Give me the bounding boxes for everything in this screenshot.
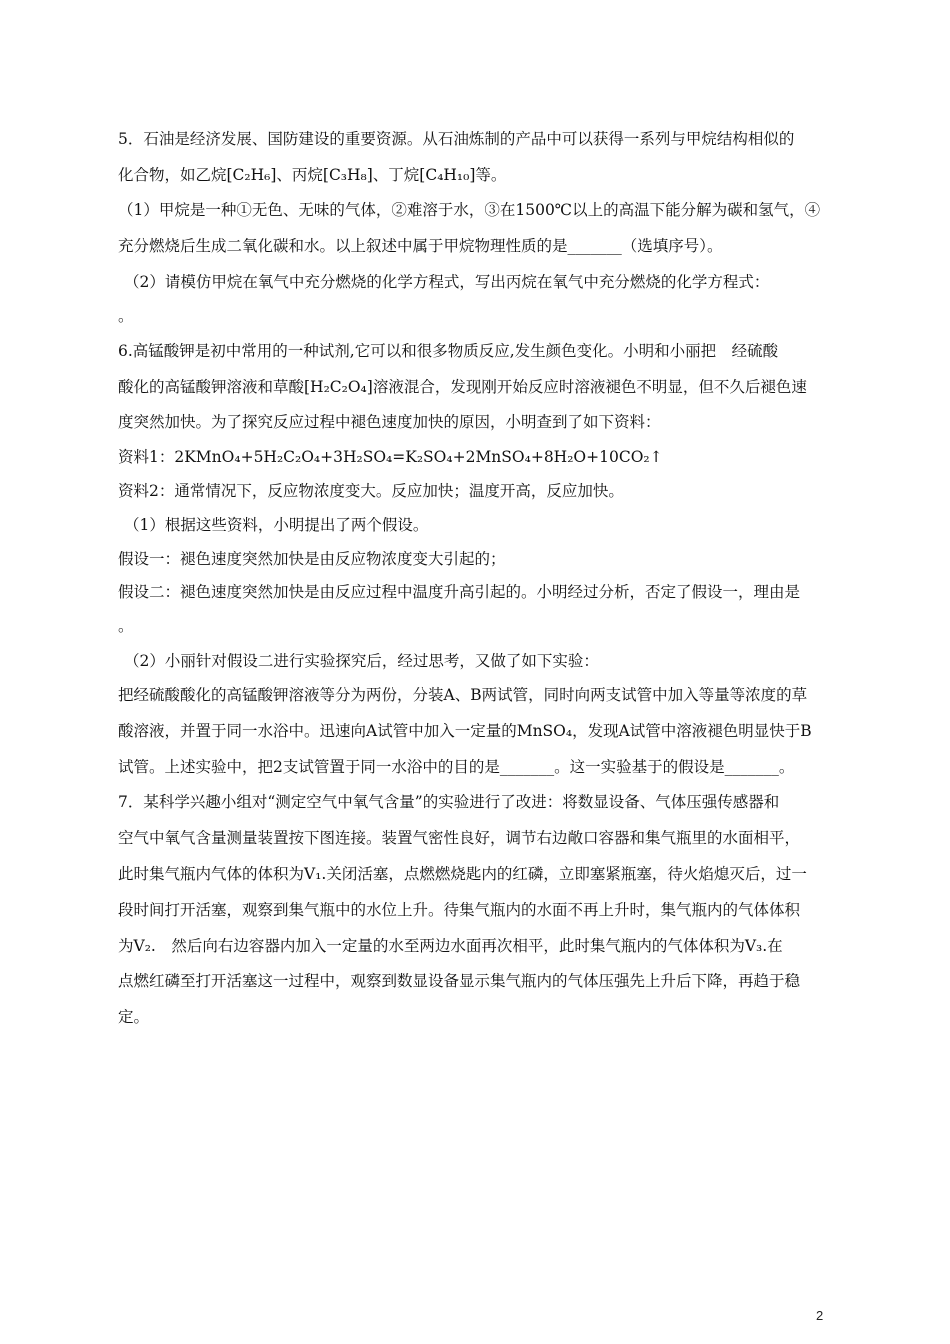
q6-experiment-line-3: 试管。上述实验中，把2支试管置于同一水浴中的目的是_______。这一实验基于的假设是_______。 [118, 758, 795, 776]
q7-line-7: 定。 [118, 1008, 150, 1026]
q5-part1-line-2: 充分燃烧后生成二氧化碳和水。以上叙述中属于甲烷物理性质的是_______（选填序号）。 [118, 237, 723, 255]
q5-part2-line-2: 。 [118, 307, 134, 325]
q7-line-1: 7．某科学兴趣小组对“测定空气中氧气含量”的实验进行了改进：将数显设备、气体压强传感器和 [118, 793, 780, 811]
q5-line-2: 化合物，如乙烷[C₂H₆]、丙烷[C₃H₈]、丁烷[C₄H₁₀]等。 [118, 166, 507, 184]
q6-line-1: 6.高锰酸钾是初中常用的一种试剂,它可以和很多物质反应,发生颜色变化。小明和小丽把 经硫酸 [118, 342, 779, 360]
q5-part2-line-1: （2）请模仿甲烷在氧气中充分燃烧的化学方程式，写出丙烷在氧气中充分燃烧的化学方程式： [124, 273, 770, 291]
q6-resource-2: 资料2：通常情况下，反应物浓度变大。反应加快；温度开高，反应加快。 [118, 482, 624, 500]
q7-line-6: 点燃红磷至打开活塞这一过程中，观察到数显设备显示集气瓶内的气体压强先上升后下降，再趋于稳 [118, 972, 801, 990]
q6-part2: （2）小丽针对假设二进行实验探究后，经过思考，又做了如下实验： [124, 652, 599, 670]
q7-line-4: 段时间打开活塞，观察到集气瓶中的水位上升。待集气瓶内的水面不再上升时，集气瓶内的气体体积 [118, 901, 801, 919]
q6-part1: （1）根据这些资料，小明提出了两个假设。 [124, 516, 429, 534]
q5-line-1: 5．石油是经济发展、国防建设的重要资源。从石油炼制的产品中可以获得一系列与甲烷结构相似的 [118, 130, 795, 148]
q6-hypothesis-1: 假设一：褪色速度突然加快是由反应物浓度变大引起的； [118, 550, 506, 568]
q6-experiment-line-1: 把经硫酸酸化的高锰酸钾溶液等分为两份，分装A、B两试管，同时向两支试管中加入等量等浓度的草 [118, 686, 808, 704]
q6-hypothesis-2-end: 。 [118, 617, 134, 635]
q7-line-5: 为V₂. 然后向右边容器内加入一定量的水至两边水面再次相平，此时集气瓶内的气体体积为V₃.在 [118, 937, 783, 955]
q6-line-2: 酸化的高锰酸钾溶液和草酸[H₂C₂O₄]溶液混合，发现刚开始反应时溶液褪色不明显，但不久后褪色速 [118, 378, 807, 396]
q6-experiment-line-2: 酸溶液，并置于同一水浴中。迅速向A试管中加入一定量的MnSO₄，发现A试管中溶液褪色明显快于B [118, 722, 812, 740]
page-number: 2 [816, 1308, 824, 1323]
q7-line-2: 空气中氧气含量测量装置按下图连接。装置气密性良好，调节右边敞口容器和集气瓶里的水面相平， [118, 829, 801, 847]
q6-hypothesis-2: 假设二：褪色速度突然加快是由反应过程中温度升高引起的。小明经过分析，否定了假设一，理由是 [118, 583, 801, 601]
q6-resource-1: 资料1：2KMnO₄+5H₂C₂O₄+3H₂SO₄=K₂SO₄+2MnSO₄+8H₂O+10CO₂↑ [118, 448, 663, 466]
q6-line-3: 度突然加快。为了探究反应过程中褪色速度加快的原因，小明查到了如下资料： [118, 413, 661, 431]
q7-line-3: 此时集气瓶内气体的体积为V₁.关闭活塞，点燃燃烧匙内的红磷，立即塞紧瓶塞，待火焰熄灭后，过一 [118, 865, 807, 883]
q5-part1-line-1: （1）甲烷是一种①无色、无味的气体，②难溶于水，③在1500℃以上的高温下能分解为碳和氢气，④ [118, 201, 821, 219]
